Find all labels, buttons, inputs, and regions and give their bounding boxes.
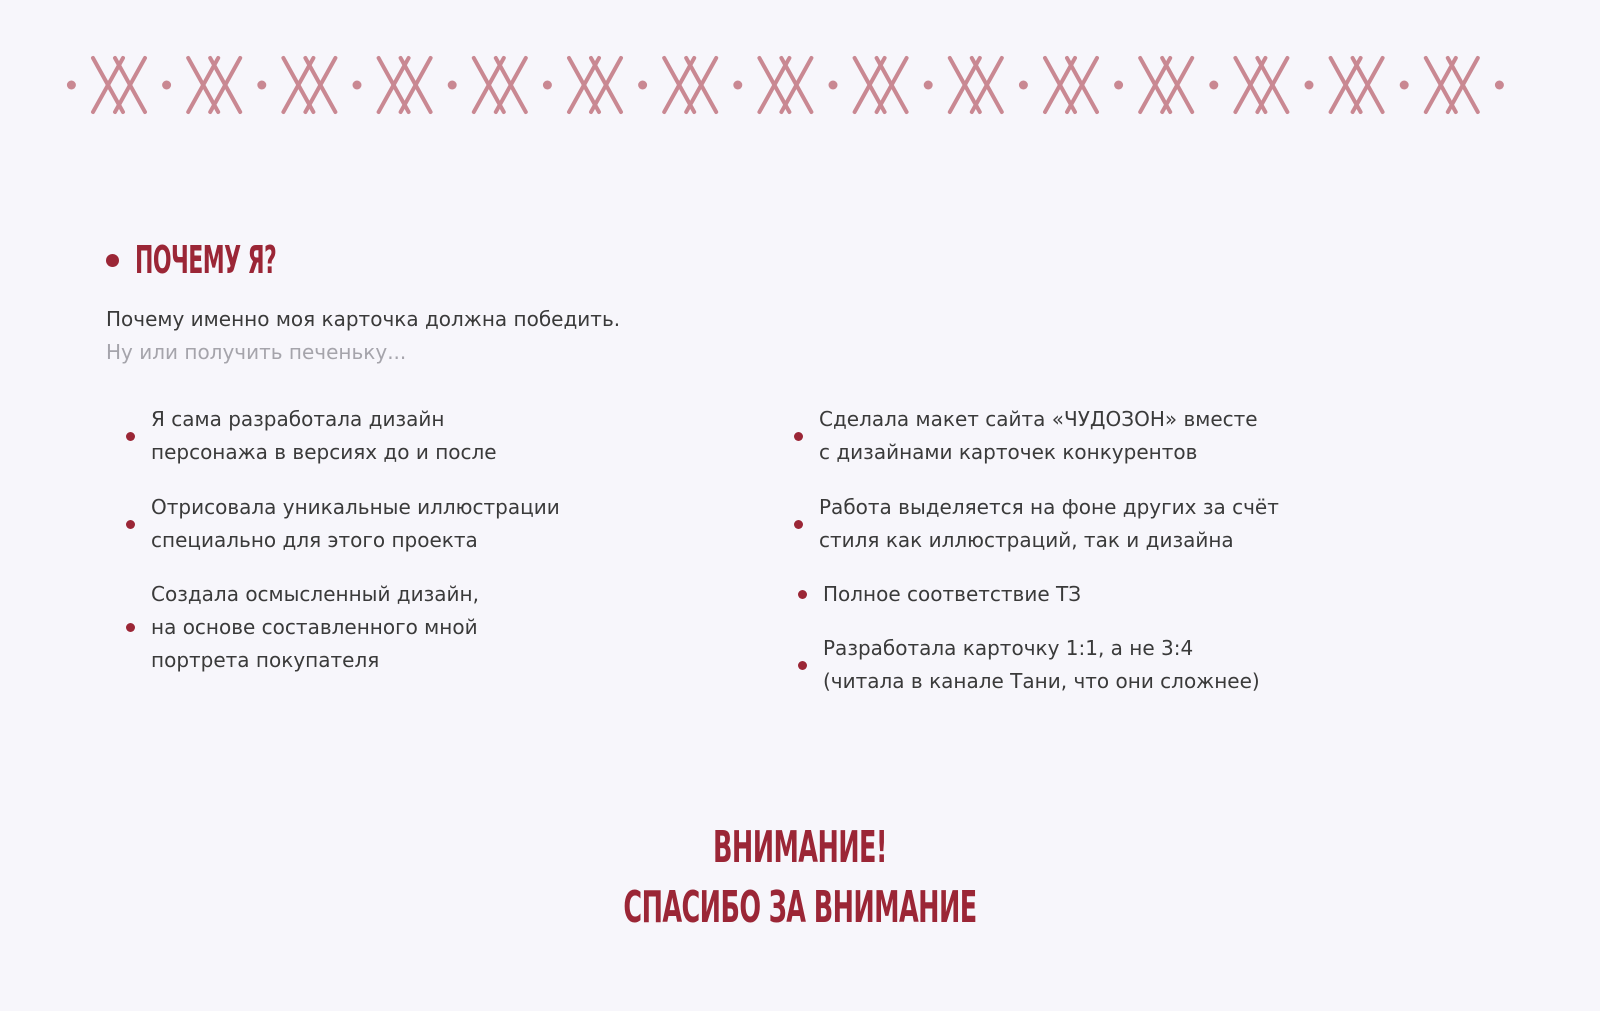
cross-stitch-ornament	[0, 44, 1600, 130]
list-item-text: Я сама разработала дизайн персонажа в версиях до и после	[151, 407, 497, 464]
intro-main: Почему именно моя карточка должна победить.	[106, 307, 621, 331]
ornament-dot-icon	[543, 81, 552, 90]
cross-stitch-icon	[664, 58, 716, 112]
cross-stitch-icon	[474, 58, 526, 112]
ornament-dot-icon	[733, 81, 742, 90]
list-item	[126, 403, 686, 469]
list-item	[126, 491, 686, 557]
cross-stitch-icon	[1235, 58, 1287, 112]
ornament-dot-icon	[353, 81, 362, 90]
cross-stitch-icon	[283, 58, 335, 112]
ornament-dot-icon	[1400, 81, 1409, 90]
cross-stitch-icon	[379, 58, 431, 112]
list-item	[794, 491, 1354, 557]
ornament-dot-icon	[1495, 81, 1504, 90]
cross-stitch-icon	[1045, 58, 1097, 112]
footer-message	[0, 818, 1600, 938]
section-heading: ПОЧЕМУ Я?	[135, 238, 277, 282]
bullet-icon	[798, 661, 807, 670]
left-bullet-list	[126, 403, 686, 677]
intro-text	[106, 303, 626, 369]
footer-thanks: СПАСИБО ЗА ВНИМАНИЕ	[623, 882, 977, 933]
cross-stitch-icon	[93, 58, 145, 112]
ornament-dot-icon	[1114, 81, 1123, 90]
bullet-icon	[126, 520, 135, 529]
cross-stitch-icon	[569, 58, 621, 112]
cross-stitch-icon	[1426, 58, 1478, 112]
heading-bullet-icon	[106, 254, 119, 267]
cross-stitch-icon	[1331, 58, 1383, 112]
ornament-dot-icon	[448, 81, 457, 90]
footer-attention: ВНИМАНИЕ!	[713, 822, 887, 873]
cross-stitch-icon	[950, 58, 1002, 112]
ornament-dot-icon	[638, 81, 647, 90]
list-item-text: Работа выделяется на фоне других за счёт стиля как иллюстраций, так и дизайна	[819, 495, 1279, 552]
list-item	[794, 403, 1354, 469]
list-item-text: Сделала макет сайта «ЧУДОЗОН» вместе с дизайнами карточек конкурентов	[819, 407, 1258, 464]
intro-muted: Ну или получить печеньку...	[106, 340, 407, 364]
ornament-dot-icon	[829, 81, 838, 90]
list-item	[794, 578, 1354, 611]
list-item-text: Полное соответствие ТЗ	[823, 582, 1082, 606]
section-heading-row	[106, 238, 378, 282]
ornament-dot-icon	[1019, 81, 1028, 90]
list-item-text: Отрисовала уникальные иллюстрации специально для этого проекта	[151, 495, 560, 552]
list-item-text: Разработала карточку 1:1, а не 3:4 (читала в канале Тани, что они сложнее)	[823, 636, 1260, 693]
bullet-icon	[794, 520, 803, 529]
ornament-dot-icon	[257, 81, 266, 90]
right-bullet-list	[794, 403, 1354, 698]
cross-stitch-icon	[759, 58, 811, 112]
bullet-icon	[126, 432, 135, 441]
list-item	[126, 578, 686, 677]
bullet-icon	[794, 432, 803, 441]
ornament-dot-icon	[1209, 81, 1218, 90]
ornament-dot-icon	[924, 81, 933, 90]
list-item	[794, 632, 1354, 698]
cross-stitch-icon	[1140, 58, 1192, 112]
cross-stitch-icon	[188, 58, 240, 112]
list-item-text: Создала осмысленный дизайн, на основе составленного мной портрета покупателя	[151, 582, 479, 672]
bullet-icon	[798, 590, 807, 599]
cross-stitch-icon	[855, 58, 907, 112]
ornament-dot-icon	[67, 81, 76, 90]
bullet-icon	[126, 623, 135, 632]
ornament-dot-icon	[162, 81, 171, 90]
ornament-dot-icon	[1305, 81, 1314, 90]
